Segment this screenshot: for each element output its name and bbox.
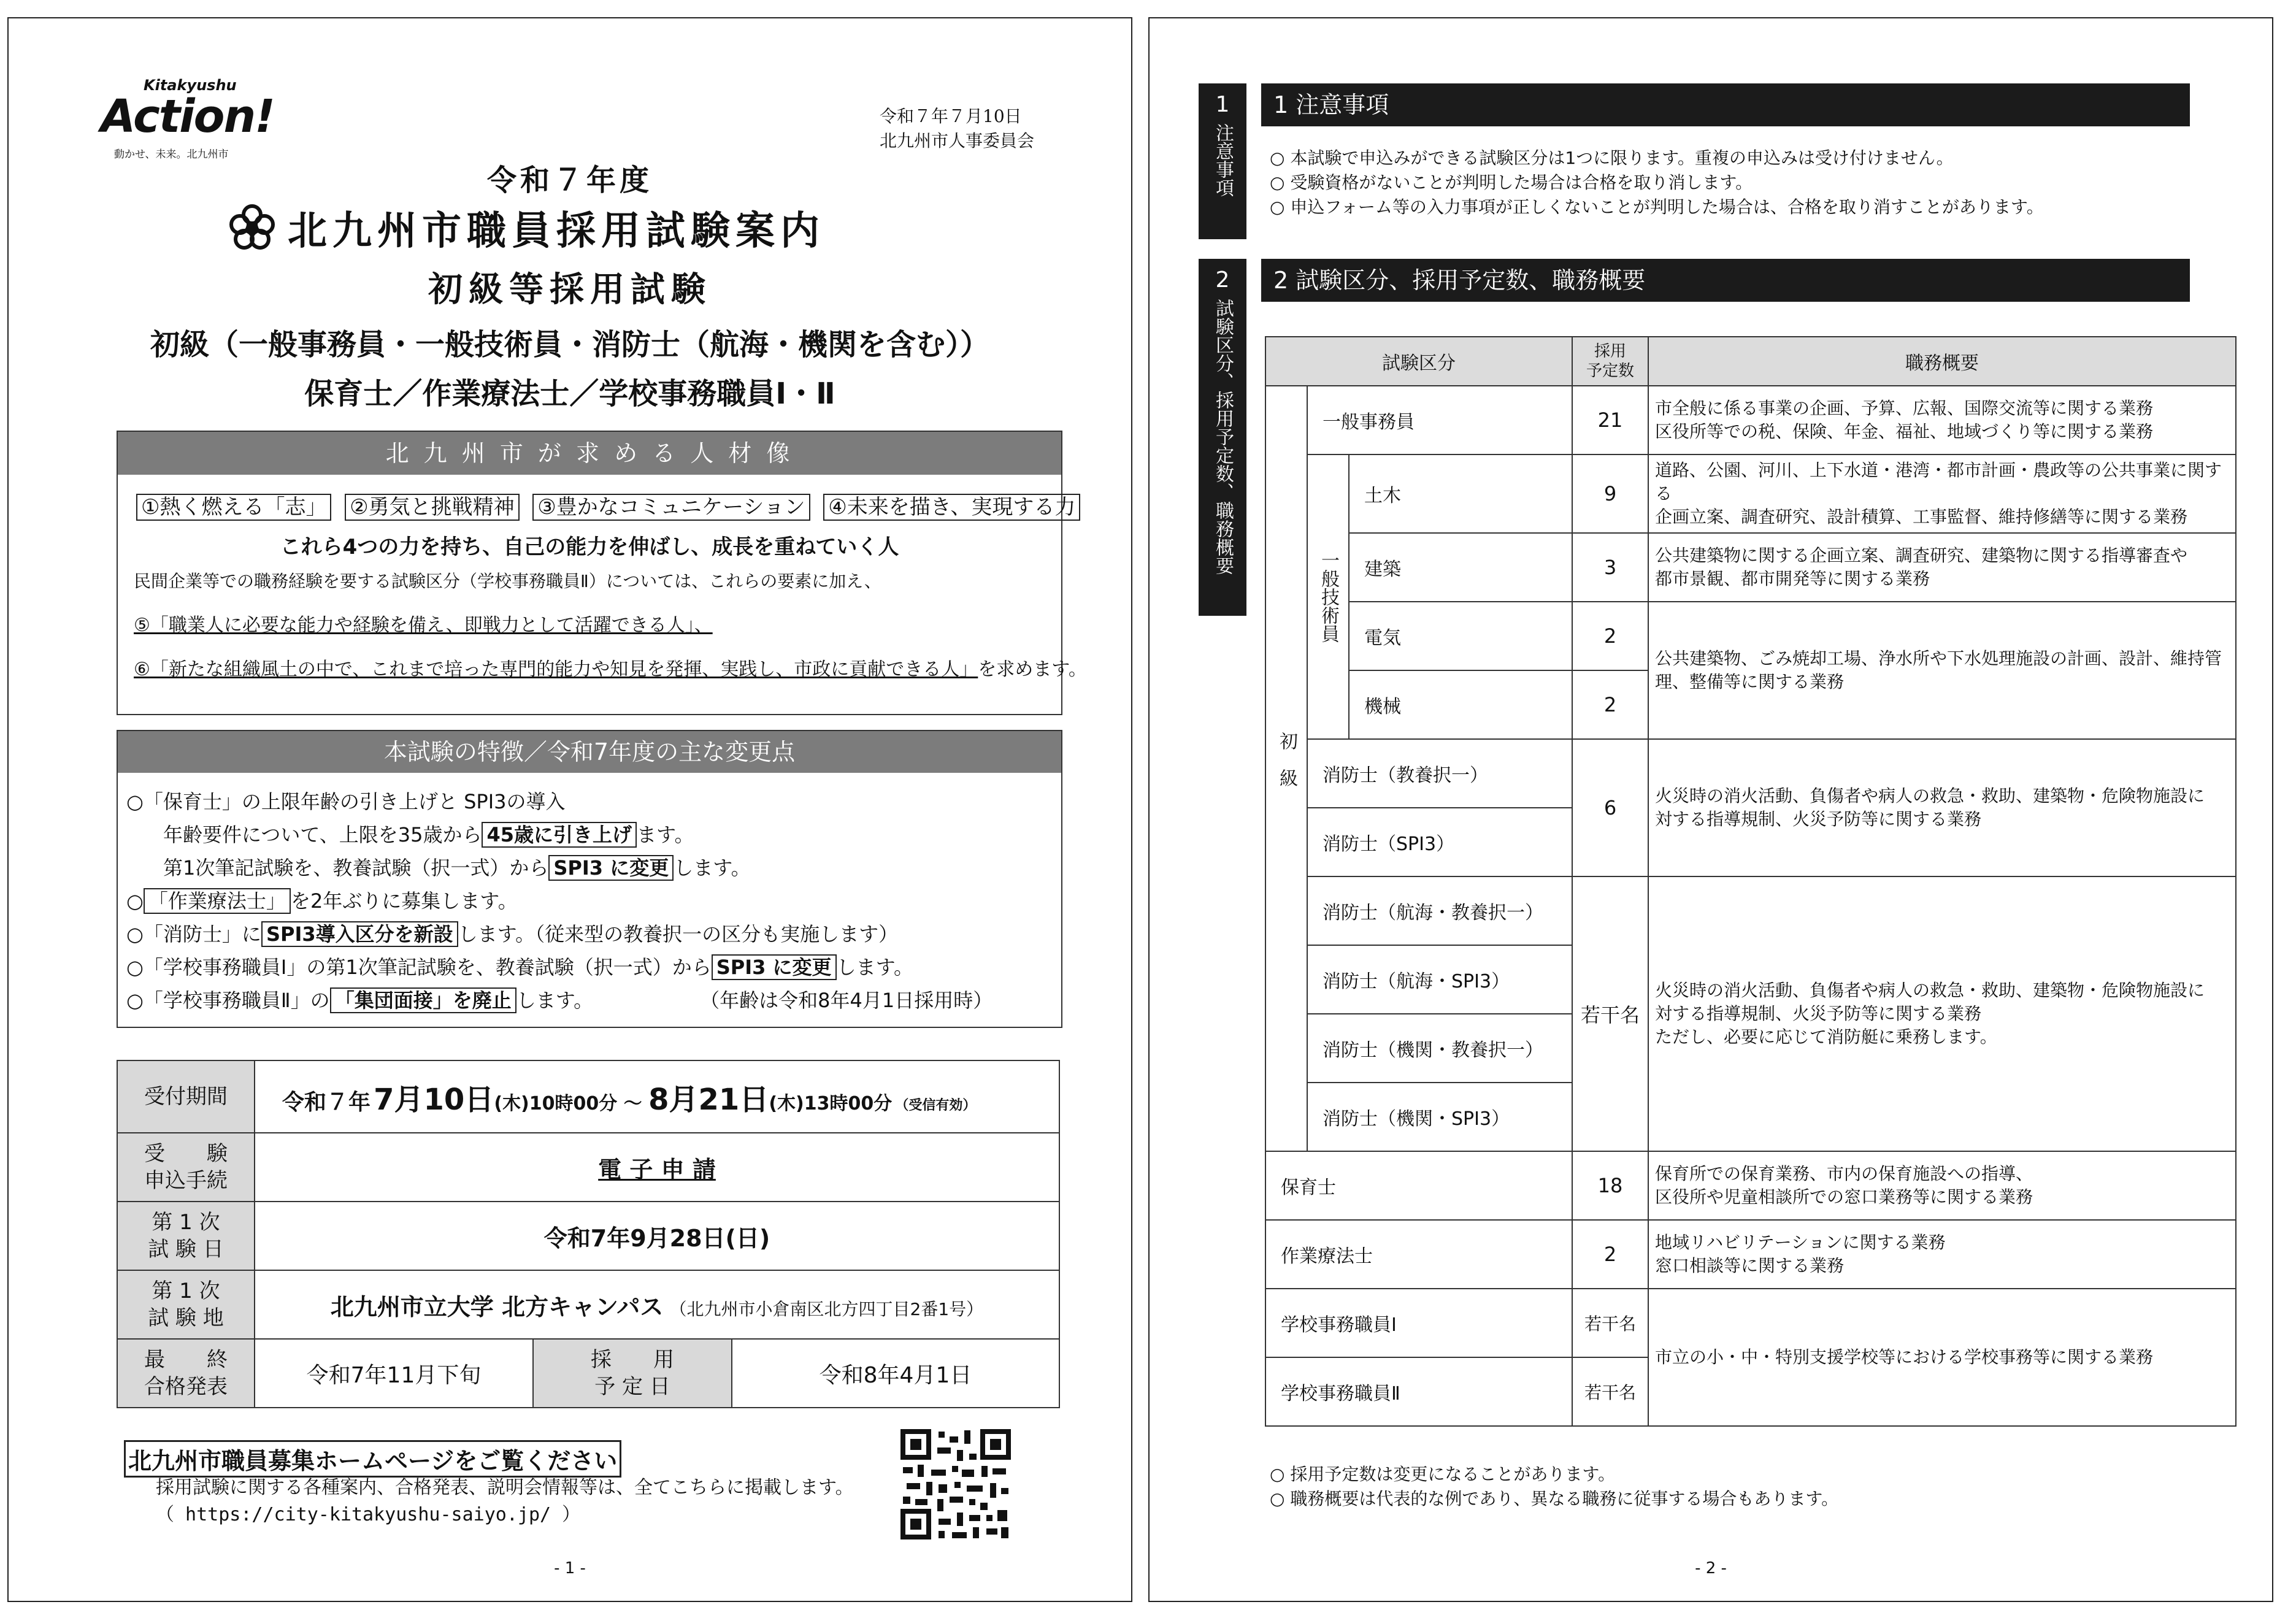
section-1-number: 1 (1215, 92, 1230, 117)
reception-label: 受付期間 (117, 1060, 255, 1133)
schedule-row-final (117, 1339, 1059, 1408)
final-label-2: 合格発表 (144, 1375, 228, 1399)
main-title: 北九州市職員採用試験案内 (288, 209, 825, 254)
page-1 (7, 17, 1132, 1602)
feature-1a (126, 818, 993, 851)
exam-place-value (255, 1270, 1059, 1339)
header-duty: 職務概要 (1648, 337, 2236, 386)
row-name: 学校事務職員Ⅰ (1265, 1289, 1572, 1357)
city-emblem-icon (226, 202, 278, 254)
features-box (117, 730, 1062, 1028)
logo-kitakyushu: Kitakyushu (144, 77, 237, 94)
footnotes (1270, 1462, 1838, 1511)
fiscal-year: 令和７年度 (486, 163, 653, 197)
feature-2-bullet: ○ (126, 889, 144, 913)
exam-subtitle: 初級等採用試験 (428, 270, 712, 310)
row-name: 消防士（教養択一） (1307, 739, 1572, 808)
table-row (1265, 739, 2236, 808)
feature-1: ○「保育士」の上限年齢の引き上げと SPI3の導入 (126, 790, 566, 813)
row-name: 一般事務員 (1307, 386, 1572, 454)
row-name: 消防士（機関・教養択一） (1307, 1014, 1572, 1083)
ideal-item-1: ①熱く燃える「志」 (136, 494, 331, 521)
exam-place-label-1: 第 1 次 (152, 1279, 220, 1303)
feature-3 (126, 918, 993, 951)
row-name: 建築 (1349, 533, 1572, 602)
homepage-url[interactable]: （ https://city-kitakyushu-saiyo.jp/ ） (156, 1504, 581, 1525)
row-name: 消防士（航海・教養択一） (1307, 876, 1572, 945)
table-header (1265, 337, 2236, 386)
section-2-number: 2 (1215, 267, 1230, 293)
schedule-row-exam-date (117, 1202, 1059, 1270)
issue-date-line: 令和７年７月10日 (880, 106, 1022, 126)
notice-list (1270, 146, 2044, 220)
row-name: 作業療法士 (1265, 1220, 1572, 1289)
page-2 (1148, 17, 2273, 1602)
table-row (1265, 876, 2236, 945)
final-label (117, 1339, 255, 1408)
feature-5-text: ○「学校事務職員Ⅱ」の (126, 989, 330, 1012)
row-duty: 公共建築物、ごみ焼却工場、浄水所や下水処理施設の計画、設計、維持管 理、整備等に関する業務 (1648, 602, 2236, 739)
row-duty: 地域リハビリテーションに関する業務 窓口相談等に関する業務 (1648, 1220, 2236, 1289)
exam-place-name: 北九州市立大学 北方キャンパス (330, 1293, 664, 1321)
section-1-title: 1 注意事項 (1273, 91, 1389, 118)
apply-value: 電 子 申 請 (255, 1133, 1059, 1202)
reception-value (255, 1060, 1059, 1133)
feature-4-highlight: SPI3 に変更 (712, 954, 837, 980)
row-count: 2 (1572, 670, 1648, 739)
positions-table (1265, 336, 2236, 1427)
table-row (1265, 386, 2236, 454)
feature-5-highlight: 「集団面接」を廃止 (330, 987, 516, 1013)
action-logo (101, 77, 274, 169)
gijutsu-label: 一般技術員 (1318, 551, 1339, 643)
gijutsu-group (1307, 454, 1349, 739)
section-2-title: 2 試験区分、採用予定数、職務概要 (1273, 267, 1646, 294)
issue-date (880, 104, 1034, 153)
ideal-item-4: ④未来を描き、実現する力 (823, 494, 1080, 521)
ideal-item-3: ③豊かなコミュニケーション (532, 494, 810, 521)
table-row (1265, 1289, 2236, 1357)
schedule-row-reception (117, 1060, 1059, 1133)
feature-4-end: します。 (836, 956, 914, 979)
issuer: 北九州市人事委員会 (880, 131, 1035, 151)
hire-label (533, 1339, 732, 1408)
row-duty: 火災時の消火活動、負傷者や病人の救急・救助、建築物・危険物施設に 対する指導規制、火災予防等に関する業務 (1648, 739, 2236, 876)
feature-1b-end: します。 (674, 856, 751, 880)
table-row (1265, 1151, 2236, 1220)
page-number-1: - 1 - (554, 1559, 586, 1578)
feature-3-text: ○「消防士」に (126, 922, 261, 946)
row-duty: 市全般に係る事業の企画、予算、広報、国際交流等に関する業務 区役所等での税、保険、年金、福祉、地域づくり等に関する業務 (1648, 386, 2236, 454)
ideal-item-6: ⑥「新たな組織風土の中で、これまで培った専門的能力や知見を発揮、実践し、市政に貢献できる人」 (134, 659, 978, 680)
table-row (1265, 533, 2236, 602)
row-name: 学校事務職員Ⅱ (1265, 1357, 1572, 1426)
hire-value: 令和8年4月1日 (732, 1339, 1059, 1408)
reception-year: 令和７年 (282, 1089, 371, 1115)
schedule-table (117, 1060, 1060, 1408)
table-row (1265, 1220, 2236, 1289)
notice-item-1: ○ 本試験で申込みができる試験区分は1つに限ります。重複の申込みは受け付けません。 (1270, 148, 1954, 168)
row-count: 2 (1572, 1220, 1648, 1289)
section-2-header (1261, 259, 2190, 302)
categories-line-1: 初級（一般事務員・一般技術員・消防士（航海・機関を含む）） (150, 328, 989, 362)
feature-5 (126, 984, 993, 1017)
notice-item-2: ○ 受験資格がないことが判明した場合は合格を取り消します。 (1270, 172, 1753, 193)
ideal-item-6-line (134, 654, 1087, 681)
ideal-note: 民間企業等での職務経験を要する試験区分（学校事務職員Ⅱ）については、これらの要素に加え、 (134, 571, 881, 591)
final-value: 令和7年11月下旬 (255, 1339, 533, 1408)
section-2-side-label: 試験区分、採用予定数、職務概要 (1212, 299, 1234, 575)
row-name: 電気 (1349, 602, 1572, 670)
row-count: 若干名 (1572, 1357, 1648, 1426)
table-row (1265, 602, 2236, 670)
exam-date-label-1: 第 1 次 (152, 1210, 220, 1235)
row-name: 機械 (1349, 670, 1572, 739)
row-count: 18 (1572, 1151, 1648, 1220)
section-1-side-label: 注意事項 (1212, 123, 1234, 197)
notice-item-3: ○ 申込フォーム等の入力事項が正しくないことが判明した場合は、合格を取り消すことがあります。 (1270, 197, 2044, 217)
row-count: 若干名 (1572, 876, 1648, 1151)
row-name: 土木 (1349, 454, 1572, 533)
row-count: 2 (1572, 602, 1648, 670)
row-duty: 保育所での保育業務、市内の保育施設への指導、 区役所や児童相談所での窓口業務等に関する業務 (1648, 1151, 2236, 1220)
ideal-item-2: ②勇気と挑戦精神 (345, 494, 519, 521)
reception-end-time: (木)13時00分 (769, 1092, 893, 1114)
feature-2 (126, 884, 993, 918)
ideal-items (136, 490, 1080, 520)
feature-5-end: します。 (516, 989, 594, 1012)
row-duty: 公共建築物に関する企画立案、調査研究、建築物に関する指導審査や 都市景観、都市開発等に関する業務 (1648, 533, 2236, 602)
row-name: 保育士 (1265, 1151, 1572, 1220)
feature-1a-text: 年齢要件について、上限を35歳から (163, 823, 482, 846)
logo-tagline: 動かせ、未来。北九州市 (114, 148, 229, 161)
feature-1b-highlight: SPI3 に変更 (548, 855, 674, 881)
header-count-1: 採用 (1594, 342, 1626, 361)
shokyu-group (1265, 386, 1307, 1151)
row-duty: 市立の小・中・特別支援学校等における学校事務等に関する業務 (1648, 1289, 2236, 1426)
row-count: 6 (1572, 739, 1648, 876)
reception-start: 7月10日 (374, 1082, 494, 1117)
homepage-text: 採用試験に関する各種案内、合格発表、説明会情報等は、全てこちらに掲載します。 (156, 1477, 854, 1498)
feature-3-highlight: SPI3導入区分を新設 (261, 921, 458, 947)
row-count: 21 (1572, 386, 1648, 454)
hire-label-2: 予 定 日 (594, 1375, 670, 1399)
section-1-sidebar (1199, 83, 1246, 239)
row-count: 9 (1572, 454, 1648, 533)
section-2-sidebar (1199, 259, 1246, 616)
feature-1a-end: ます。 (637, 823, 694, 846)
qr-code-icon[interactable] (900, 1429, 1011, 1539)
features-heading: 本試験の特徴／令和7年度の主な変更点 (118, 731, 1061, 773)
row-name: 消防士（機関・SPI3） (1307, 1083, 1572, 1151)
row-count: 3 (1572, 533, 1648, 602)
section-1-header (1261, 83, 2190, 126)
header-count-2: 予定数 (1586, 362, 1634, 380)
apply-label (117, 1133, 255, 1202)
header-category: 試験区分 (1265, 337, 1572, 386)
ideal-heading: 北 九 州 市 が 求 め る 人 材 像 (118, 432, 1061, 475)
row-duty: 火災時の消火活動、負傷者や病人の救急・救助、建築物・危険物施設に 対する指導規制、火災予防等に関する業務 ただし、必要に応じて消防艇に乗務します。 (1648, 876, 2236, 1151)
feature-3-end: します。（従来型の教養択一の区分も実施します） (458, 922, 899, 946)
homepage-title: 北九州市職員募集ホームページをご覧ください (124, 1440, 621, 1478)
exam-place-label (117, 1270, 255, 1339)
row-count: 若干名 (1572, 1289, 1648, 1357)
header-count (1572, 337, 1648, 386)
exam-date-label (117, 1202, 255, 1270)
row-name: 消防士（航海・SPI3） (1307, 945, 1572, 1014)
apply-label-2: 申込手続 (144, 1168, 228, 1193)
feature-age-note: （年齢は令和8年4月1日採用時） (710, 989, 993, 1012)
page-number-2: - 2 - (1695, 1559, 1727, 1578)
feature-1b-text: 第1次筆記試験を、教養試験（択一式）から (163, 856, 549, 880)
exam-date-value: 令和7年9月28日(日) (255, 1202, 1059, 1270)
footnote-2: ○ 職務概要は代表的な例であり、異なる職務に従事する場合もあります。 (1270, 1489, 1839, 1509)
footnote-1: ○ 採用予定数は変更になることがあります。 (1270, 1464, 1616, 1484)
shokyu-label: 初級 (1276, 732, 1297, 805)
ideal-item-6-tail: を求めます。 (978, 659, 1087, 680)
reception-end: 8月21日 (648, 1082, 769, 1117)
exam-place-address: （北九州市小倉南区北方四丁目2番1号） (669, 1298, 984, 1319)
ideal-item-5: ⑤「職業人に必要な能力や経験を備え、即戦力として活躍できる人」、 (134, 615, 713, 636)
reception-note: （受信有効） (895, 1097, 977, 1113)
feature-2-highlight: 「作業療法士」 (144, 888, 291, 914)
feature-2-end: を2年ぶりに募集します。 (290, 889, 518, 913)
ideal-summary: これら4つの力を持ち、自己の能力を伸ばし、成長を重ねていく人 (280, 535, 899, 559)
exam-date-label-2: 試 験 日 (148, 1237, 224, 1262)
schedule-row-exam-place (117, 1270, 1059, 1339)
row-name: 消防士（SPI3） (1307, 808, 1572, 876)
hire-label-1: 採 用 (591, 1348, 674, 1372)
ideal-person-box (117, 431, 1087, 715)
feature-1a-highlight: 45歳に引き上げ (482, 822, 637, 848)
feature-1b (126, 851, 993, 884)
logo-action: Action! (101, 90, 274, 143)
final-label-1: 最 終 (144, 1348, 228, 1372)
categories-line-2: 保育士／作業療法士／学校事務職員Ⅰ・Ⅱ (304, 377, 835, 411)
feature-4 (126, 951, 993, 984)
apply-label-1: 受 験 (144, 1141, 228, 1166)
feature-4-text: ○「学校事務職員Ⅰ」の第1次筆記試験を、教養試験（択一式）から (126, 956, 712, 979)
table-row (1265, 454, 2236, 533)
features-list (126, 785, 993, 1017)
row-duty: 道路、公園、河川、上下水道・港湾・都市計画・農政等の公共事業に関する 企画立案、調査研究、設計積算、工事監督、維持修繕等に関する業務 (1648, 454, 2236, 533)
schedule-row-apply (117, 1133, 1059, 1202)
exam-place-label-2: 試 験 地 (148, 1306, 224, 1330)
reception-start-time: (木)10時00分 ～ (494, 1092, 649, 1114)
